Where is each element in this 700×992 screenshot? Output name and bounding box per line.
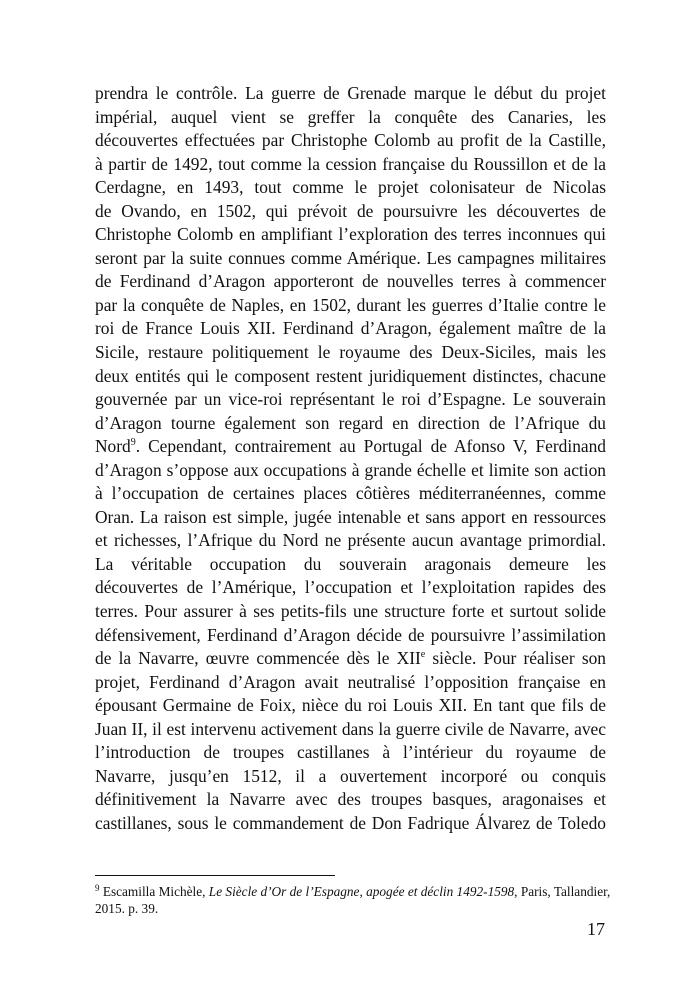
text-segment: . Cependant, contrairement au Portugal de Afonso V, Ferdinand <box>135 436 606 457</box>
text-line: défensivement, Ferdinand d’Aragon décide de poursuivre l’assimilation <box>95 624 606 645</box>
footnote-separator <box>95 875 335 876</box>
footnote-line: 2015. p. 39. <box>95 900 159 916</box>
text-line: découvertes effectuées par Christophe Colomb au profit de la Castille, <box>95 130 606 151</box>
text-line: à partir de 1492, tout comme la cession française du Roussillon et de la <box>95 153 606 174</box>
footnote-line <box>95 883 611 901</box>
footnote-publisher: , Paris, Tallandier, <box>514 884 611 899</box>
text-line: roi de France Louis XII. Ferdinand d’Aragon, également maître de la <box>95 318 606 339</box>
text-line: définitivement la Navarre avec des troupes basques, aragonaises et <box>95 789 606 810</box>
text-line: Juan II, il est intervenu activement dans la guerre civile de Navarre, avec <box>95 718 606 739</box>
text-line: impérial, auquel vient se greffer la conquête des Canaries, les <box>95 106 606 127</box>
text-line: castillanes, sous le commandement de Don Fadrique Álvarez de Toledo <box>95 812 606 833</box>
text-line: seront par la suite connues comme Amérique. Les campagnes militaires <box>95 247 606 268</box>
text-line: Christophe Colomb en amplifiant l’exploration des terres inconnues qui <box>95 224 606 245</box>
text-line: découvertes de l’Amérique, l’occupation et l’exploitation rapides des <box>95 577 606 598</box>
text-line: Sicile, restaure politiquement le royaume des Deux-Siciles, mais les <box>95 342 606 363</box>
text-line: terres. Pour assurer à ses petits-fils une structure forte et surtout solide <box>95 601 606 622</box>
text-line: gouvernée par un vice-roi représentant le roi d’Espagne. Le souverain <box>95 389 606 410</box>
ordinal-superscript: e <box>420 649 426 661</box>
text-line: d’Aragon tourne également son regard en direction de l’Afrique du <box>95 412 606 433</box>
footnote-author: Escamilla Michèle, <box>99 884 209 899</box>
text-line: Oran. La raison est simple, jugée intenable et sans apport en ressources <box>95 506 606 527</box>
text-line: de Ferdinand d’Aragon apporteront de nouvelles terres à commencer <box>95 271 606 292</box>
text-line: deux entités qui le composent restent juridiquement distinctes, chacune <box>95 365 606 386</box>
text-line: Cerdagne, en 1493, tout comme le projet colonisateur de Nicolas <box>95 177 606 198</box>
text-line: La véritable occupation du souverain aragonais demeure les <box>95 553 606 574</box>
footnote <box>95 883 611 917</box>
footnote-number: 9 <box>95 883 100 893</box>
text-segment: siècle. Pour réaliser son <box>425 648 606 669</box>
text-segment: de la Navarre, œuvre commencée dès le XII <box>95 648 421 669</box>
text-segment: Nord <box>95 436 131 457</box>
text-line: d’Aragon s’oppose aux occupations à grande échelle et limite son action <box>95 459 606 480</box>
text-line-with-footnote-ref <box>95 435 606 459</box>
text-line: Navarre, jusqu’en 1512, il a ouvertement incorporé ou conquis <box>95 765 606 786</box>
text-line: l’introduction de troupes castillanes à l’intérieur du royaume de <box>95 742 606 763</box>
footnote-title: Le Siècle d’Or de l’Espagne, apogée et déclin 1492-1598 <box>208 884 515 899</box>
text-line: prendra le contrôle. La guerre de Grenade marque le début du projet <box>95 83 606 103</box>
text-line: et richesses, l’Afrique du Nord ne présente aucun avantage primordial. <box>95 530 606 551</box>
text-line: par la conquête de Naples, en 1502, durant les guerres d’Italie contre le <box>95 294 606 315</box>
page-number: 17 <box>587 919 605 939</box>
text-line: projet, Ferdinand d’Aragon avait neutralisé l’opposition française en <box>95 671 606 692</box>
text-line-with-superscript <box>95 647 606 671</box>
text-line: à l’occupation de certaines places côtières méditerranéennes, comme <box>95 483 606 504</box>
text-line: épousant Germaine de Foix, nièce du roi Louis XII. En tant que fils de <box>95 695 606 716</box>
footnote-reference[interactable]: 9 <box>130 437 136 449</box>
body-paragraph <box>95 82 606 836</box>
text-line: de Ovando, en 1502, qui prévoit de poursuivre les découvertes de <box>95 200 606 221</box>
